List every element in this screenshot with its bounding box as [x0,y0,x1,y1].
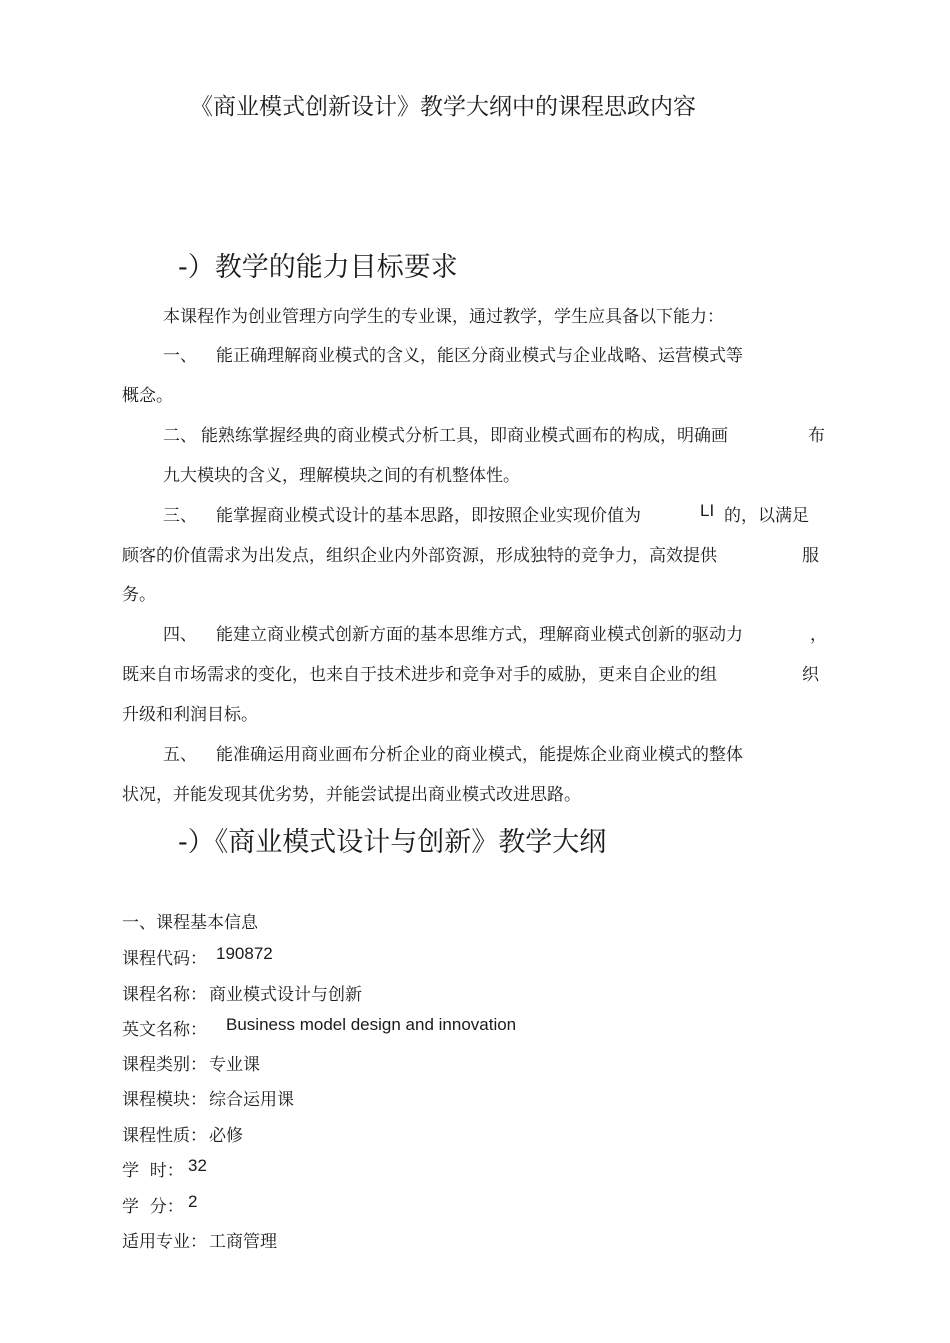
list-item-text: 升级和利润目标。 [122,705,258,725]
section-heading-syllabus: -）《商业模式设计与创新》教学大纲 [178,827,607,858]
section-heading-ability-goals: -）教学的能力目标要求 [178,252,458,283]
document-title: 《商业模式创新设计》教学大纲中的课程思政内容 [190,94,696,120]
info-value: 190872 [216,944,273,963]
info-label: 英文名称： [122,1020,207,1040]
list-item-number: 五、 [163,745,197,765]
info-label: 课程性质： [122,1126,207,1146]
intro-paragraph: 本课程作为创业管理方向学生的专业课，通过教学，学生应具备以下能力： [163,307,724,327]
list-item-number: 三、 [163,506,197,526]
info-value: 32 [188,1156,207,1175]
list-item-number: 二、 [163,426,197,446]
info-label: 课程模块： [122,1090,207,1110]
list-item-text: LI [700,501,715,520]
list-item-text: 九大模块的含义，理解模块之间的有机整体性。 [163,466,520,486]
info-value: 必修 [209,1126,243,1146]
list-item-text: 织 [802,665,819,685]
list-item-text: 能掌握商业模式设计的基本思路，即按照企业实现价值为 [216,506,641,526]
info-label: 学 时： [122,1161,184,1181]
info-value: Business model design and innovation [226,1015,517,1034]
list-item-text: 务。 [122,585,156,605]
list-item-text: 能熟练掌握经典的商业模式分析工具，即商业模式画布的构成，明确画 [201,426,728,446]
info-label: 课程类别： [122,1055,207,1075]
list-item-text: 服 [802,546,819,566]
info-value: 2 [188,1192,198,1211]
subsection-heading: 一、课程基本信息 [122,913,258,933]
list-item-text: 的，以满足 [724,506,809,526]
info-value: 专业课 [209,1055,260,1075]
list-item-text: 概念。 [122,386,173,406]
info-label: 课程代码： [122,949,207,969]
list-item-text: ， [810,625,827,645]
info-value: 综合运用课 [209,1090,294,1110]
list-item-text: 布 [808,426,825,446]
info-value: 工商管理 [209,1232,277,1252]
info-value: 商业模式设计与创新 [209,985,362,1005]
info-label: 课程名称： [122,985,207,1005]
list-item-text: 顾客的价值需求为出发点，组织企业内外部资源，形成独特的竞争力，高效提供 [122,546,717,566]
info-label: 适用专业： [122,1232,207,1252]
list-item-text: 能正确理解商业模式的含义，能区分商业模式与企业战略、运营模式等 [216,346,743,366]
list-item-number: 一、 [163,346,197,366]
list-item-text: 状况，并能发现其优劣势，并能尝试提出商业模式改进思路。 [122,785,581,805]
list-item-text: 能建立商业模式创新方面的基本思维方式，理解商业模式创新的驱动力 [216,625,743,645]
list-item-number: 四、 [163,625,197,645]
list-item-text: 既来自市场需求的变化，也来自于技术进步和竞争对手的威胁，更来自企业的组 [122,665,717,685]
list-item-text: 能准确运用商业画布分析企业的商业模式，能提炼企业商业模式的整体 [216,745,743,765]
info-label: 学 分： [122,1197,184,1217]
